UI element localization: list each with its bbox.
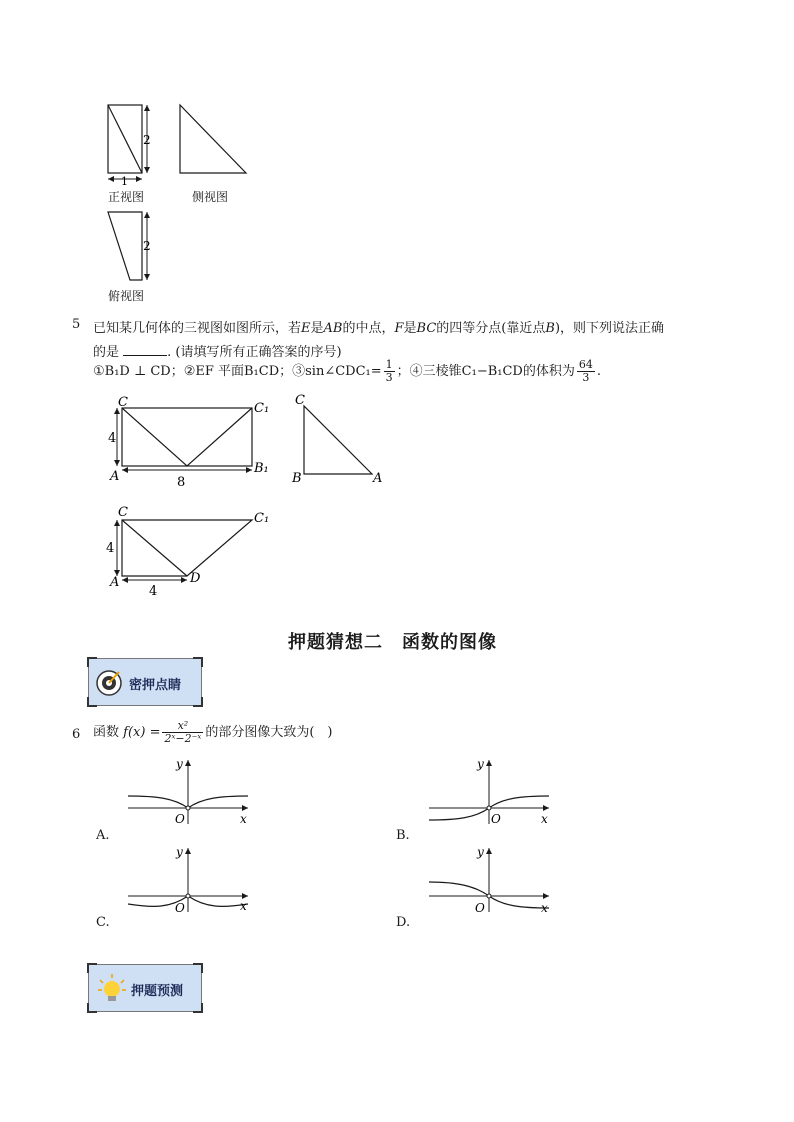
option-a-x: x <box>240 812 247 826</box>
option-d-label[interactable]: D. <box>396 915 411 930</box>
option-a-y: y <box>176 758 183 771</box>
arrow-head <box>246 467 252 473</box>
q5-options: ①B₁D ⊥ CD；②EF 平面B₁CD；③sin∠CDC₁= $\frac{1}{3}$ ；④三棱锥C₁−B₁CD的体积为 $\frac{64}{3}$ . <box>93 358 601 384</box>
q5-top-shape <box>122 520 252 576</box>
q5-top-h: 4 <box>106 541 115 556</box>
arrow-head <box>122 467 128 473</box>
q5-side-C: C <box>295 393 305 408</box>
badge-key-points-label: 密押点睛 <box>129 678 182 693</box>
q5-front-rect <box>122 408 252 466</box>
top-height-label: 2 <box>143 239 151 253</box>
q5-front-h: 4 <box>108 431 117 446</box>
fraction-64-thirds: $\frac{64}{3}$ <box>578 358 593 384</box>
q6-fraction: $\frac{\text{x²}}{\text{2ˣ−2⁻ˣ}}$ <box>164 719 202 745</box>
arrow-head <box>144 105 150 111</box>
q5-side-A: A <box>373 471 383 486</box>
front-height-label: 2 <box>143 133 151 147</box>
option-b-y: y <box>477 758 484 771</box>
option-b-label[interactable]: B. <box>396 828 410 843</box>
section-title: 押题猜想二 函数的图像 <box>288 632 497 653</box>
answer-blank[interactable] <box>123 345 167 356</box>
option-d-x: x <box>541 901 548 915</box>
top-view-caption: 俯视图 <box>108 289 145 303</box>
q5-top-A: A <box>110 575 120 590</box>
option-a-o: O <box>175 812 185 826</box>
front-view-diagonal <box>108 105 142 173</box>
q5-three-view-figure <box>104 390 404 600</box>
q5-front-C1: C₁ <box>254 401 270 416</box>
option-c-graph[interactable] <box>126 846 252 916</box>
arrow-head <box>122 577 128 583</box>
option-d-graph[interactable] <box>427 846 553 916</box>
option-a-label[interactable]: A. <box>96 828 110 843</box>
q5-line1: 已知某几何体的三视图如图所示，若E是AB的中点，F是BC的四等分点(靠近点B)，则下列说法正确 <box>93 321 665 336</box>
q5-top-diagonal <box>122 520 187 576</box>
option-d-o: O <box>475 901 485 915</box>
arrow-head <box>114 460 120 466</box>
q5-front-A: A <box>110 469 120 484</box>
q5-front-w: 8 <box>177 475 186 490</box>
q6-stem: 函数 f(x) = $\frac{\text{x²}}{\text{2ˣ−2⁻ˣ}}$ 的部分图像大致为( ) <box>93 719 333 745</box>
option-a-graph[interactable] <box>126 758 252 828</box>
arrow-head <box>144 167 150 173</box>
q5-line2: 的是 . (请填写所有正确答案的序号) <box>93 345 342 360</box>
option-b-x: x <box>541 812 548 826</box>
q5-side-B: B <box>292 471 302 486</box>
q5-front-C: C <box>118 395 128 410</box>
option-b-o: O <box>491 812 501 826</box>
option-c-o: O <box>175 901 185 915</box>
lightbulb-icon <box>97 973 127 1005</box>
q5-front-B1: B₁ <box>254 461 269 476</box>
arrow-head <box>144 274 150 280</box>
badge-prediction <box>88 964 202 1012</box>
option-c-y: y <box>176 846 183 859</box>
badge-key-points <box>88 658 202 706</box>
side-view-caption: 侧视图 <box>192 190 229 204</box>
arrow-head <box>108 176 114 182</box>
front-view-caption: 正视图 <box>108 190 145 204</box>
arrow-head <box>114 520 120 526</box>
q5-top-C1: C₁ <box>254 511 270 526</box>
target-icon <box>95 669 123 697</box>
option-b-graph[interactable] <box>427 758 553 828</box>
arrow-head <box>136 176 142 182</box>
q5-number: 5 <box>72 317 81 332</box>
q5-top-D: D <box>190 571 201 586</box>
top-view-shape <box>108 212 142 280</box>
badge-prediction-label: 押题预测 <box>131 984 184 999</box>
q5-side-triangle <box>304 406 372 474</box>
q6-number: 6 <box>72 727 81 742</box>
option-c-x: x <box>240 899 247 913</box>
side-view-triangle <box>180 105 246 173</box>
q5-top-w: 4 <box>149 584 158 599</box>
option-d-y: y <box>477 846 484 859</box>
arrow-head <box>181 577 187 583</box>
front-width-label: 1 <box>121 175 128 188</box>
q5-front-v <box>122 408 252 466</box>
arrow-head <box>144 212 150 218</box>
option-c-label[interactable]: C. <box>96 915 110 930</box>
fraction-one-third: $\frac{1}{3}$ <box>385 358 393 384</box>
q5-top-C: C <box>118 505 128 520</box>
